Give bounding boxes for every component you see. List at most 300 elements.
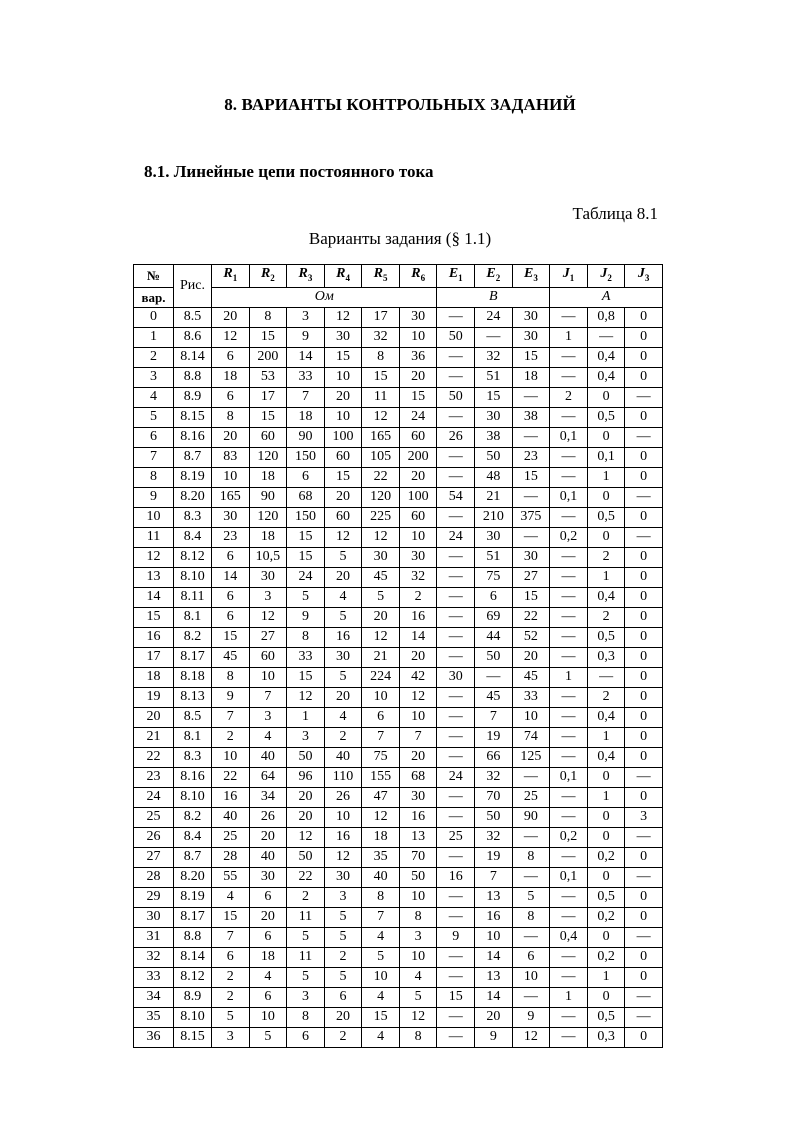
table-cell: 20 [287, 807, 325, 827]
table-cell: 16 [134, 627, 174, 647]
table-cell: 13 [399, 827, 437, 847]
table-cell: 0,4 [587, 707, 625, 727]
table-cell: 7 [134, 447, 174, 467]
table-cell: — [437, 787, 475, 807]
table-cell: 90 [512, 807, 550, 827]
table-cell: 12 [324, 307, 362, 327]
header-unit-ohm: Ом [212, 287, 437, 307]
table-cell: 40 [249, 747, 287, 767]
table-cell: 12 [287, 827, 325, 847]
table-cell: 22 [287, 867, 325, 887]
table-cell: 75 [475, 567, 513, 587]
table-cell: — [437, 747, 475, 767]
table-row [134, 407, 663, 427]
table-cell: 47 [362, 787, 400, 807]
table-cell: 0 [625, 307, 663, 327]
table-cell: — [550, 347, 588, 367]
table-cell: 10 [399, 887, 437, 907]
table-row [134, 487, 663, 507]
table-cell: 8.6 [174, 327, 212, 347]
table-cell: — [550, 1007, 588, 1027]
table-cell: 30 [324, 647, 362, 667]
table-cell: 4 [362, 987, 400, 1007]
table-cell: 12 [324, 847, 362, 867]
table-cell: 10 [475, 927, 513, 947]
table-cell: 32 [399, 567, 437, 587]
table-cell: 5 [324, 607, 362, 627]
table-cell: 40 [362, 867, 400, 887]
table-cell: — [550, 787, 588, 807]
table-cell: 12 [512, 1027, 550, 1047]
page-title: 8. ВАРИАНТЫ КОНТРОЛЬНЫХ ЗАДАНИЙ [224, 95, 576, 114]
table-cell: 7 [362, 907, 400, 927]
table-cell: 1 [587, 467, 625, 487]
table-cell: 0,3 [587, 1027, 625, 1047]
table-cell: 4 [212, 887, 250, 907]
table-cell: 8.2 [174, 807, 212, 827]
table-cell: — [437, 727, 475, 747]
table-cell: 5 [134, 407, 174, 427]
table-cell: 15 [212, 627, 250, 647]
table-cell: 1 [287, 707, 325, 727]
table-cell: — [437, 947, 475, 967]
table-cell: 2 [324, 947, 362, 967]
table-cell: 3 [249, 587, 287, 607]
table-cell: 30 [399, 547, 437, 567]
table-cell: 4 [362, 927, 400, 947]
table-cell: 8 [212, 667, 250, 687]
table-cell: 150 [287, 447, 325, 467]
table-cell: 120 [249, 507, 287, 527]
table-cell: — [550, 407, 588, 427]
table-cell: 12 [362, 807, 400, 827]
table-cell: 3 [399, 927, 437, 947]
table-cell: 6 [212, 347, 250, 367]
table-cell: — [550, 967, 588, 987]
table-cell: 0 [625, 967, 663, 987]
table-cell: 20 [287, 787, 325, 807]
table-cell: 6 [212, 587, 250, 607]
table-cell: 0 [587, 867, 625, 887]
table-cell: 33 [512, 687, 550, 707]
table-row [134, 387, 663, 407]
table-cell: 0,8 [587, 307, 625, 327]
variants-table [133, 264, 663, 1048]
table-cell: 16 [399, 607, 437, 627]
table-cell: 18 [362, 827, 400, 847]
table-cell: — [475, 667, 513, 687]
table-cell: — [512, 487, 550, 507]
table-cell: 20 [324, 387, 362, 407]
header-row-units [134, 287, 663, 307]
table-cell: — [512, 927, 550, 947]
table-cell: 20 [324, 1007, 362, 1027]
table-cell: 0,2 [587, 847, 625, 867]
table-cell: 8 [399, 1027, 437, 1047]
table-cell: 3 [287, 307, 325, 327]
table-cell: — [550, 1027, 588, 1047]
table-row [134, 667, 663, 687]
table-cell: 19 [475, 727, 513, 747]
table-cell: 12 [399, 687, 437, 707]
table-cell: — [625, 427, 663, 447]
table-cell: 0 [625, 687, 663, 707]
table-cell: — [625, 827, 663, 847]
table-cell: 60 [399, 507, 437, 527]
table-cell: 17 [134, 647, 174, 667]
table-cell: 14 [287, 347, 325, 367]
table-row [134, 987, 663, 1007]
table-cell: 7 [475, 867, 513, 887]
table-cell: 15 [324, 347, 362, 367]
table-cell: 18 [512, 367, 550, 387]
table-cell: 83 [212, 447, 250, 467]
table-cell: 7 [362, 727, 400, 747]
table-cell: — [437, 467, 475, 487]
table-cell: 28 [134, 867, 174, 887]
table-cell: 0 [625, 587, 663, 607]
table-cell: — [437, 807, 475, 827]
table-cell: 4 [249, 727, 287, 747]
table-cell: 14 [475, 987, 513, 1007]
table-cell: 12 [362, 627, 400, 647]
table-cell: 10 [399, 327, 437, 347]
table-cell: — [550, 647, 588, 667]
table-cell: 15 [512, 587, 550, 607]
table-cell: 23 [134, 767, 174, 787]
table-cell: 4 [362, 1027, 400, 1047]
table-cell: 30 [475, 407, 513, 427]
table-row [134, 687, 663, 707]
table-cell: 105 [362, 447, 400, 467]
table-cell: 8 [287, 1007, 325, 1027]
table-cell: — [437, 587, 475, 607]
table-cell: — [550, 907, 588, 927]
table-cell: — [437, 507, 475, 527]
table-cell: 3 [625, 807, 663, 827]
table-cell: 12 [249, 607, 287, 627]
table-cell: 12 [362, 407, 400, 427]
table-cell: 0,5 [587, 1007, 625, 1027]
table-cell: — [550, 627, 588, 647]
table-cell: 50 [475, 447, 513, 467]
table-cell: 12 [399, 1007, 437, 1027]
table-cell: 27 [134, 847, 174, 867]
table-cell: 22 [212, 767, 250, 787]
table-cell: 15 [362, 1007, 400, 1027]
table-cell: 0 [134, 307, 174, 327]
table-cell: 52 [512, 627, 550, 647]
table-cell: 74 [512, 727, 550, 747]
table-cell: 0,5 [587, 507, 625, 527]
table-cell: 27 [512, 567, 550, 587]
table-cell: 120 [249, 447, 287, 467]
table-row [134, 787, 663, 807]
table-row [134, 1007, 663, 1027]
table-cell: 15 [362, 367, 400, 387]
table-cell: 12 [134, 547, 174, 567]
table-cell: 30 [362, 547, 400, 567]
table-cell: 25 [437, 827, 475, 847]
table-cell: 30 [212, 507, 250, 527]
table-cell: 10 [324, 407, 362, 427]
table-cell: — [437, 607, 475, 627]
table-cell: — [550, 887, 588, 907]
table-cell: 23 [512, 447, 550, 467]
table-cell: 0 [625, 747, 663, 767]
table-cell: — [625, 1007, 663, 1027]
table-row [134, 527, 663, 547]
table-cell: 0 [587, 387, 625, 407]
table-cell: 10 [134, 507, 174, 527]
table-cell: 8 [399, 907, 437, 927]
table-cell: 8.17 [174, 907, 212, 927]
table-cell: 2 [399, 587, 437, 607]
table-row [134, 767, 663, 787]
table-cell: 45 [362, 567, 400, 587]
table-cell: 8.1 [174, 727, 212, 747]
table-cell: 155 [362, 767, 400, 787]
table-cell: — [587, 327, 625, 347]
table-cell: 30 [399, 307, 437, 327]
table-cell: — [550, 447, 588, 467]
table-cell: 18 [134, 667, 174, 687]
table-cell: 15 [287, 527, 325, 547]
table-cell: — [550, 707, 588, 727]
table-cell: 0 [625, 707, 663, 727]
table-cell: 4 [399, 967, 437, 987]
table-cell: 48 [475, 467, 513, 487]
table-cell: 20 [212, 307, 250, 327]
table-cell: 16 [212, 787, 250, 807]
table-cell: 15 [134, 607, 174, 627]
table-cell: 36 [134, 1027, 174, 1047]
table-cell: — [437, 907, 475, 927]
table-row [134, 467, 663, 487]
table-cell: 375 [512, 507, 550, 527]
table-cell: 0 [625, 447, 663, 467]
table-cell: 8.12 [174, 967, 212, 987]
table-cell: — [437, 647, 475, 667]
table-cell: 8.5 [174, 307, 212, 327]
table-cell: 18 [249, 467, 287, 487]
table-cell: 2 [550, 387, 588, 407]
table-cell: 12 [362, 527, 400, 547]
table-cell: — [550, 687, 588, 707]
table-row [134, 807, 663, 827]
table-cell: 10 [212, 467, 250, 487]
table-cell: 0 [625, 547, 663, 567]
table-cell: — [512, 427, 550, 447]
table-cell: 0 [587, 827, 625, 847]
table-cell: 0,1 [550, 427, 588, 447]
table-cell: 15 [287, 667, 325, 687]
table-cell: 24 [287, 567, 325, 587]
table-cell: 0,4 [550, 927, 588, 947]
table-cell: 6 [212, 947, 250, 967]
table-cell: 0 [625, 947, 663, 967]
table-body [134, 307, 663, 1047]
table-cell: 0,2 [587, 907, 625, 927]
table-cell: 11 [362, 387, 400, 407]
table-cell: 3 [134, 367, 174, 387]
table-cell: 1 [550, 327, 588, 347]
table-row [134, 507, 663, 527]
table-row [134, 447, 663, 467]
table-cell: 1 [550, 667, 588, 687]
table-cell: 30 [512, 307, 550, 327]
table-cell: 8.3 [174, 747, 212, 767]
table-cell: 8.20 [174, 867, 212, 887]
table-cell: 50 [287, 847, 325, 867]
table-cell: — [512, 867, 550, 887]
table-cell: 2 [587, 547, 625, 567]
table-cell: 5 [399, 987, 437, 1007]
table-cell: 20 [134, 707, 174, 727]
table-cell: 38 [475, 427, 513, 447]
table-cell: — [437, 307, 475, 327]
table-cell: 60 [249, 647, 287, 667]
table-cell: 6 [249, 927, 287, 947]
table-cell: 3 [287, 987, 325, 1007]
table-cell: 6 [249, 887, 287, 907]
table-cell: 0,2 [587, 947, 625, 967]
table-cell: — [550, 847, 588, 867]
table-cell: — [550, 747, 588, 767]
table-cell: 2 [587, 687, 625, 707]
table-row [134, 427, 663, 447]
table-cell: 5 [287, 967, 325, 987]
table-cell: 0 [625, 847, 663, 867]
table-row [134, 927, 663, 947]
table-cell: — [437, 447, 475, 467]
table-cell: 21 [362, 647, 400, 667]
table-cell: 0 [625, 327, 663, 347]
table-cell: 8 [134, 467, 174, 487]
table-row [134, 847, 663, 867]
table-cell: 6 [362, 707, 400, 727]
table-cell: 16 [399, 807, 437, 827]
table-cell: 9 [134, 487, 174, 507]
table-cell: 64 [249, 767, 287, 787]
table-cell: 12 [287, 687, 325, 707]
table-cell: — [550, 607, 588, 627]
table-cell: — [550, 587, 588, 607]
table-cell: 51 [475, 547, 513, 567]
table-cell: 200 [249, 347, 287, 367]
table-cell: 0,4 [587, 367, 625, 387]
table-cell: 2 [134, 347, 174, 367]
table-cell: 8.8 [174, 927, 212, 947]
table-cell: 5 [512, 887, 550, 907]
table-cell: 6 [249, 987, 287, 1007]
header-j1: $J_1$ [550, 265, 588, 288]
table-cell: 20 [399, 367, 437, 387]
header-r1: $R_1$ [212, 265, 250, 288]
header-variant-label: вар. [134, 287, 174, 307]
table-cell: 25 [134, 807, 174, 827]
table-cell: 22 [512, 607, 550, 627]
table-cell: — [550, 507, 588, 527]
table-row [134, 707, 663, 727]
table-cell: 26 [324, 787, 362, 807]
table-cell: 33 [287, 367, 325, 387]
table-cell: 0,3 [587, 647, 625, 667]
table-cell: 15 [475, 387, 513, 407]
table-row [134, 587, 663, 607]
table-cell: — [437, 1027, 475, 1047]
table-cell: 13 [475, 887, 513, 907]
table-row [134, 907, 663, 927]
table-cell: 7 [212, 707, 250, 727]
table-cell: — [550, 807, 588, 827]
table-cell: 20 [212, 427, 250, 447]
table-cell: 21 [134, 727, 174, 747]
header-r4: $R_4$ [324, 265, 362, 288]
table-cell: 60 [324, 447, 362, 467]
table-cell: 9 [475, 1027, 513, 1047]
table-row [134, 727, 663, 747]
table-cell: 8.4 [174, 527, 212, 547]
table-cell: 0,2 [550, 527, 588, 547]
table-cell: 4 [249, 967, 287, 987]
table-cell: 165 [212, 487, 250, 507]
table-cell: — [437, 847, 475, 867]
table-cell: 42 [399, 667, 437, 687]
table-cell: 24 [134, 787, 174, 807]
table-cell: 0 [587, 427, 625, 447]
table-row [134, 1027, 663, 1047]
header-unit-amp: А [550, 287, 663, 307]
table-cell: 0 [625, 647, 663, 667]
table-cell: 5 [212, 1007, 250, 1027]
table-cell: 100 [324, 427, 362, 447]
table-cell: 1 [134, 327, 174, 347]
table-cell: 125 [512, 747, 550, 767]
table-cell: 35 [134, 1007, 174, 1027]
table-cell: 30 [437, 667, 475, 687]
table-cell: — [625, 387, 663, 407]
table-cell: 8.9 [174, 387, 212, 407]
table-cell: 55 [212, 867, 250, 887]
table-cell: 120 [362, 487, 400, 507]
table-cell: 5 [362, 587, 400, 607]
table-cell: 3 [324, 887, 362, 907]
table-cell: 5 [287, 927, 325, 947]
table-cell: 3 [287, 727, 325, 747]
table-cell: — [512, 767, 550, 787]
table-cell: 45 [512, 667, 550, 687]
table-cell: 24 [437, 527, 475, 547]
table-cell: 6 [287, 1027, 325, 1047]
table-cell: 30 [475, 527, 513, 547]
table-cell: 22 [134, 747, 174, 767]
table-cell: 7 [249, 687, 287, 707]
table-cell: 10 [324, 367, 362, 387]
table-cell: 0 [587, 527, 625, 547]
table-cell: 0,2 [550, 827, 588, 847]
table-cell: 25 [212, 827, 250, 847]
table-cell: 8.16 [174, 767, 212, 787]
table-cell: 6 [512, 947, 550, 967]
table-cell: 12 [324, 527, 362, 547]
table-cell: — [437, 407, 475, 427]
table-cell: 0 [625, 607, 663, 627]
table-cell: — [625, 927, 663, 947]
table-cell: 10,5 [249, 547, 287, 567]
table-cell: 51 [475, 367, 513, 387]
header-r6: $R_6$ [399, 265, 437, 288]
